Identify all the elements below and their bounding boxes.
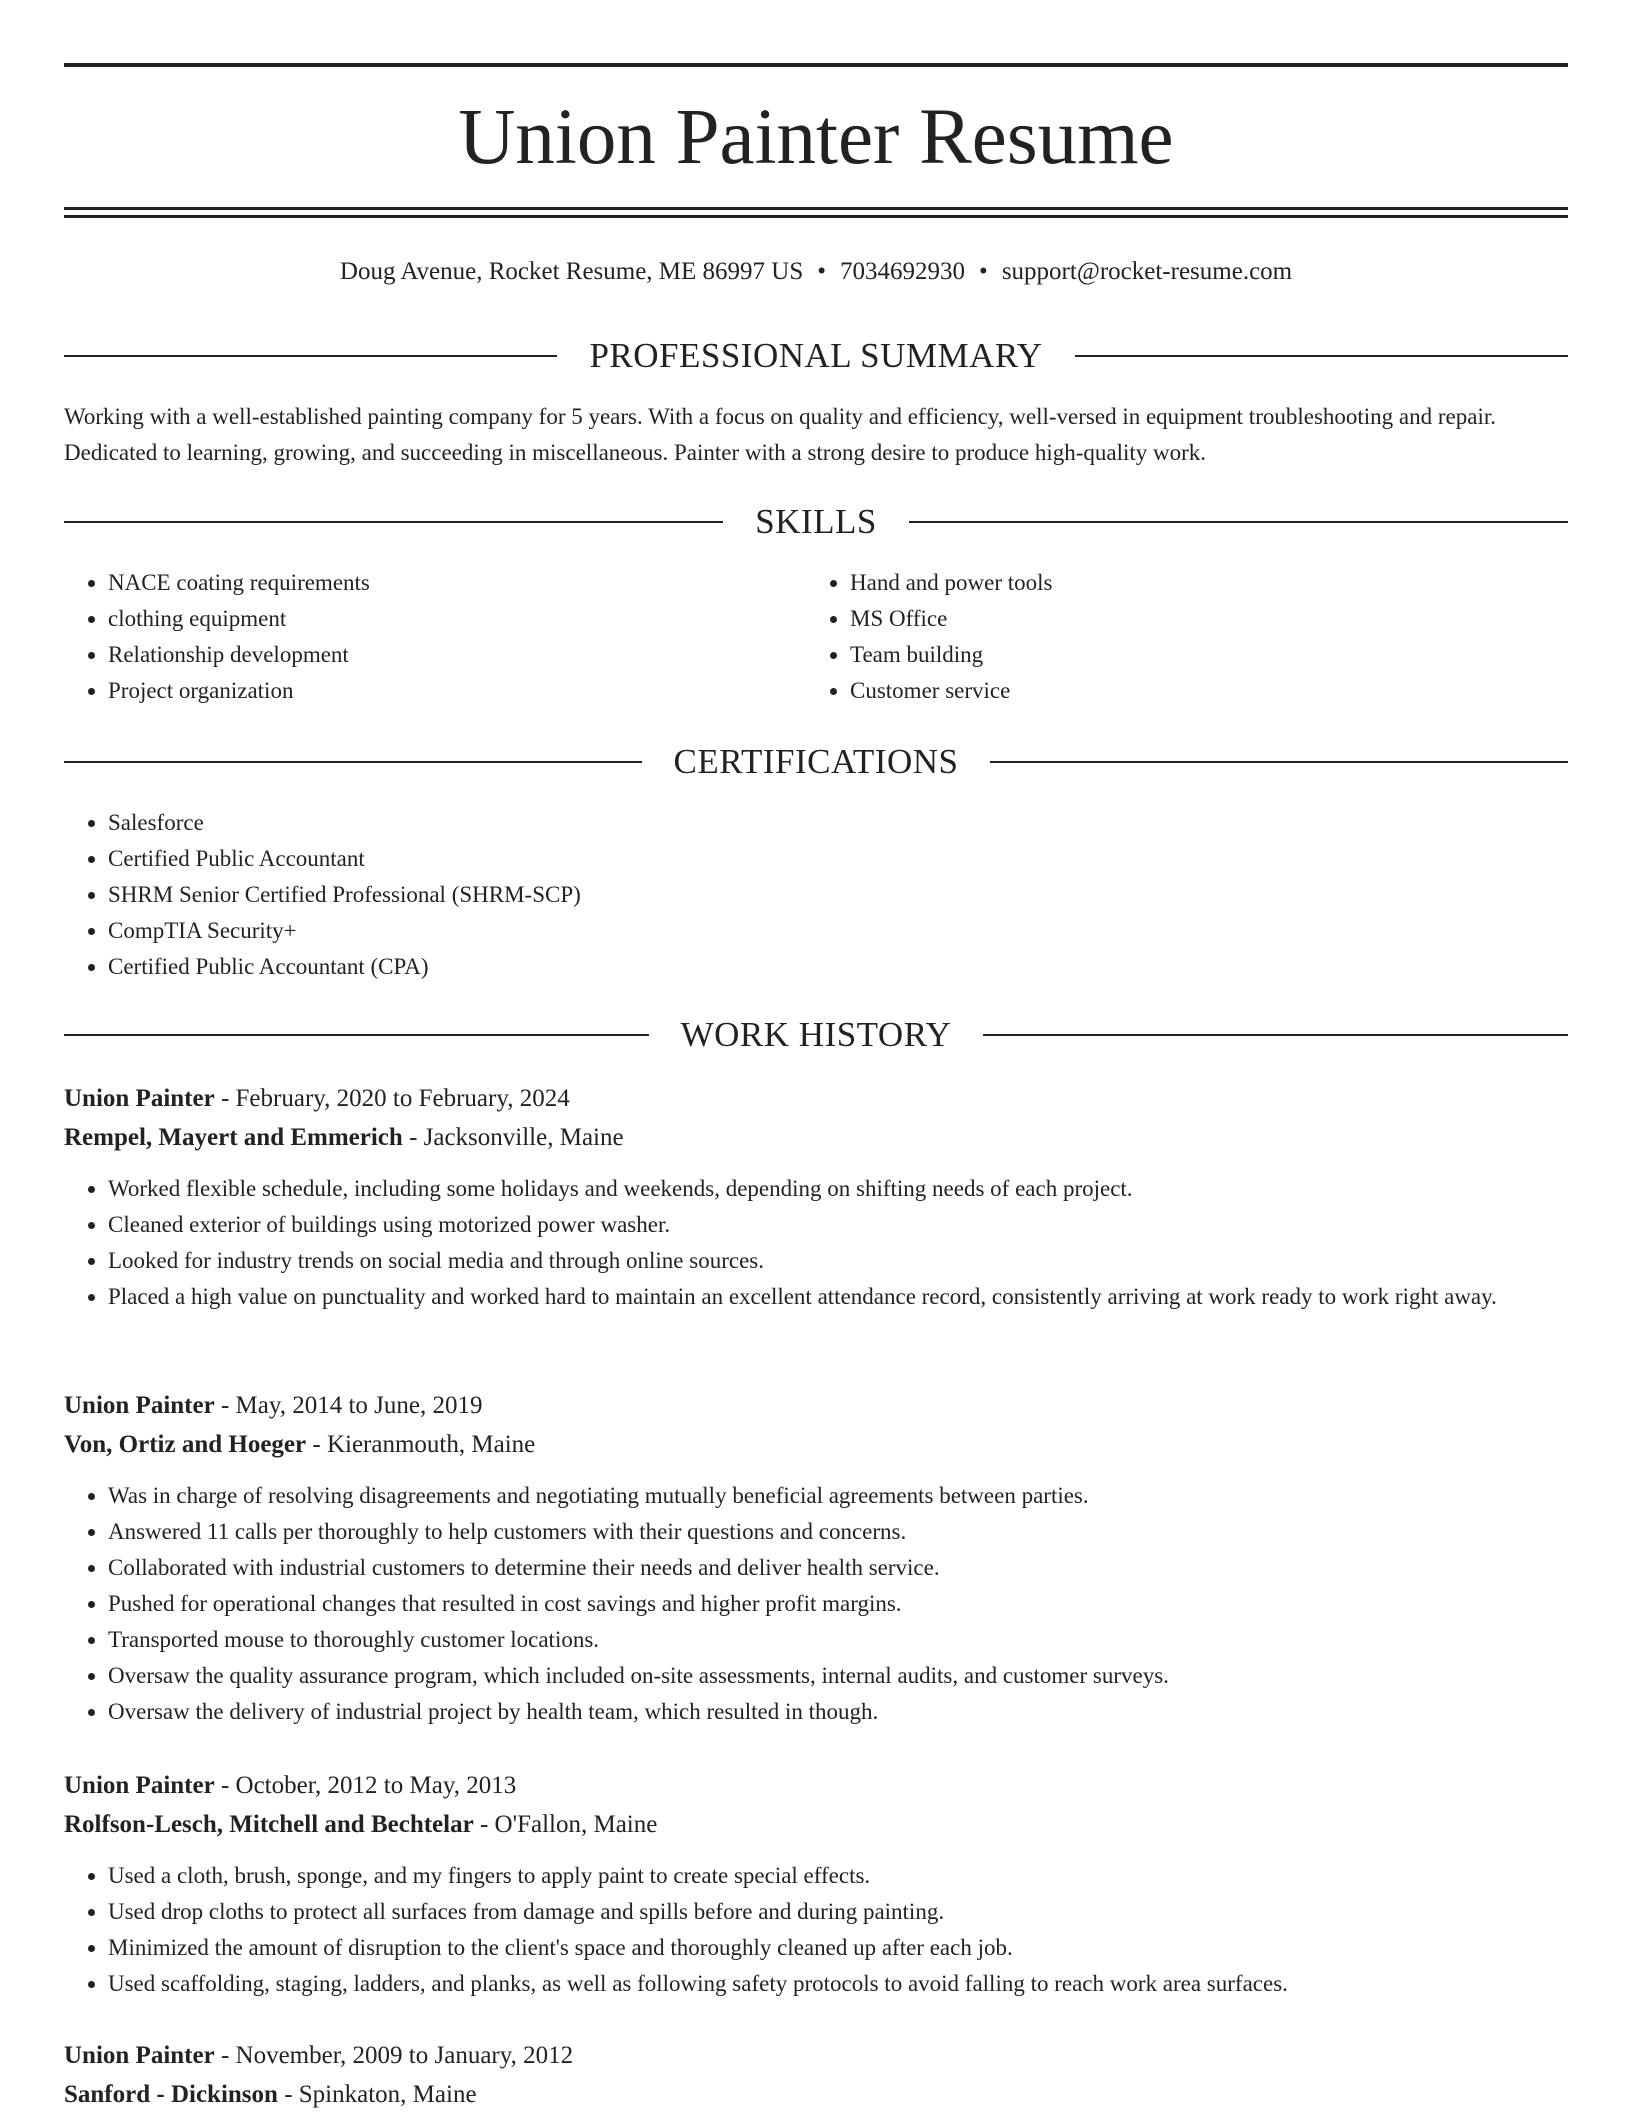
heading-rule (990, 761, 1568, 763)
top-rule (64, 63, 1568, 67)
skills-column-right (806, 565, 1548, 709)
job-bullet: • Used a cloth, brush, sponge, and my fingers to apply paint to create special effects. (108, 1858, 1568, 1894)
certification-item: • Certified Public Accountant (CPA) (108, 949, 1568, 985)
job-role-line: Union Painter - October, 2012 to May, 2013 (64, 1772, 517, 1799)
job-bullet: • Oversaw the delivery of industrial project by health team, which resulted in though. (108, 1694, 1568, 1730)
heading-rule (64, 521, 723, 523)
job-location: O'Fallon, Maine (494, 1811, 658, 1838)
job-role-line: Union Painter - May, 2014 to June, 2019 (64, 1392, 483, 1419)
job-company-line: Von, Ortiz and Hoeger - Kieranmouth, Maine (64, 1431, 536, 1458)
job-role-line: Union Painter - February, 2020 to February, 2024 (64, 1085, 570, 1112)
job-title: Union Painter (64, 1085, 215, 1112)
section-title: WORK HISTORY (680, 1015, 952, 1054)
job-dates: May, 2014 to June, 2019 (235, 1392, 483, 1419)
job-bullet: • Transported mouse to thoroughly customer locations. (108, 1622, 1568, 1658)
job-bullet: • Placed a high value on punctuality and worked hard to maintain an excellent attendance record, consistently arriving at work ready to work right away. (108, 1279, 1568, 1315)
skill-item: • Hand and power tools (850, 565, 1548, 601)
job-location: Spinkaton, Maine (298, 2081, 477, 2108)
contact-separator: • (979, 258, 988, 285)
job-entry (64, 2036, 1568, 2114)
skill-item: • NACE coating requirements (108, 565, 806, 601)
section-title: PROFESSIONAL SUMMARY (589, 336, 1043, 375)
job-dates: November, 2009 to January, 2012 (235, 2042, 574, 2069)
resume-title: Union Painter Resume (458, 94, 1174, 181)
job-company: Rempel, Mayert and Emmerich (64, 1124, 403, 1151)
heading-rule (909, 521, 1568, 523)
contact-line (64, 255, 1568, 289)
certification-item: • CompTIA Security+ (108, 913, 1568, 949)
skill-item: • clothing equipment (108, 601, 806, 637)
contact-address: Doug Avenue, Rocket Resume, ME 86997 US (339, 258, 804, 285)
section-title: CERTIFICATIONS (673, 742, 959, 781)
job-title: Union Painter (64, 2042, 215, 2069)
summary-text: Working with a well-established painting company for 5 years. With a focus on quality and efficiency, well-versed in equipment troubleshooting and repair. Dedicated to learning, growing, and succeeding in miscellaneous. Painter with a strong desire to produce high-quality work. (64, 404, 1496, 465)
job-entry (64, 1766, 1568, 2002)
job-bullet: • Looked for industry trends on social media and through online sources. (108, 1243, 1568, 1279)
skill-item: • Customer service (850, 673, 1548, 709)
job-bullet: • Collaborated with industrial customers to determine their needs and deliver health service. (108, 1550, 1568, 1586)
certification-item: • SHRM Senior Certified Professional (SHRM-SCP) (108, 877, 1568, 913)
contact-separator: • (817, 258, 827, 285)
job-role-line: Union Painter - November, 2009 to January, 2012 (64, 2042, 574, 2069)
heading-rule (64, 1034, 649, 1036)
job-title: Union Painter (64, 1772, 215, 1799)
job-company-line: Rolfson-Lesch, Mitchell and Bechtelar - O'Fallon, Maine (64, 1811, 658, 1838)
certification-item: • Certified Public Accountant (108, 841, 1568, 877)
job-bullet: • Oversaw the quality assurance program, which included on-site assessments, internal audits, and customer surveys. (108, 1658, 1568, 1694)
job-bullets (64, 1858, 1568, 2002)
job-bullet: • Answered 11 calls per thoroughly to help customers with their questions and concerns. (108, 1514, 1568, 1550)
heading-rule (983, 1034, 1568, 1036)
certification-item: • Salesforce (108, 805, 1568, 841)
job-bullet: • Used scaffolding, staging, ladders, and planks, as well as following safety protocols to avoid falling to reach work area surfaces. (108, 1966, 1568, 2002)
section-heading-summary (64, 334, 1568, 378)
job-entry (64, 1386, 1568, 1730)
contact-phone: 7034692930 (840, 258, 966, 285)
contact-email: support@rocket-resume.com (1001, 258, 1293, 285)
job-bullet: • Minimized the amount of disruption to the client's space and thoroughly cleaned up after each job. (108, 1930, 1568, 1966)
title-underline-1 (64, 207, 1568, 210)
section-heading-skills (64, 500, 1568, 544)
heading-rule (64, 355, 557, 357)
job-company: Rolfson-Lesch, Mitchell and Bechtelar (64, 1811, 474, 1838)
job-company: Von, Ortiz and Hoeger (64, 1431, 307, 1458)
job-entry (64, 1079, 1568, 1315)
job-location: Kieranmouth, Maine (326, 1431, 536, 1458)
job-dates: February, 2020 to February, 2024 (235, 1085, 570, 1112)
job-company-line: Sanford - Dickinson - Spinkaton, Maine (64, 2081, 477, 2108)
job-bullet: • Cleaned exterior of buildings using motorized power washer. (108, 1207, 1568, 1243)
skill-item: • MS Office (850, 601, 1548, 637)
section-heading-certifications (64, 740, 1568, 784)
title-underline-2 (64, 215, 1568, 218)
section-heading-work-history (64, 1013, 1568, 1057)
job-bullets (64, 1478, 1568, 1730)
job-dates: October, 2012 to May, 2013 (235, 1772, 517, 1799)
job-bullet: • Used drop cloths to protect all surfaces from damage and spills before and during painting. (108, 1894, 1568, 1930)
certifications-list (64, 805, 1568, 985)
heading-rule (64, 761, 642, 763)
job-bullet: • Pushed for operational changes that resulted in cost savings and higher profit margins. (108, 1586, 1568, 1622)
section-title: SKILLS (755, 502, 877, 541)
job-bullet: • Worked flexible schedule, including some holidays and weekends, depending on shifting needs of each project. (108, 1171, 1568, 1207)
job-location: Jacksonville, Maine (423, 1124, 624, 1151)
job-company: Sanford - Dickinson (64, 2081, 278, 2108)
skill-item: • Team building (850, 637, 1548, 673)
job-company-line: Rempel, Mayert and Emmerich - Jacksonville, Maine (64, 1124, 624, 1151)
job-bullet: • Was in charge of resolving disagreements and negotiating mutually beneficial agreements between parties. (108, 1478, 1568, 1514)
skill-item: • Project organization (108, 673, 806, 709)
skills-column-left (64, 565, 806, 709)
job-title: Union Painter (64, 1392, 215, 1419)
heading-rule (1075, 355, 1568, 357)
skills-list (64, 565, 1568, 709)
job-bullets (64, 1171, 1568, 1315)
skill-item: • Relationship development (108, 637, 806, 673)
